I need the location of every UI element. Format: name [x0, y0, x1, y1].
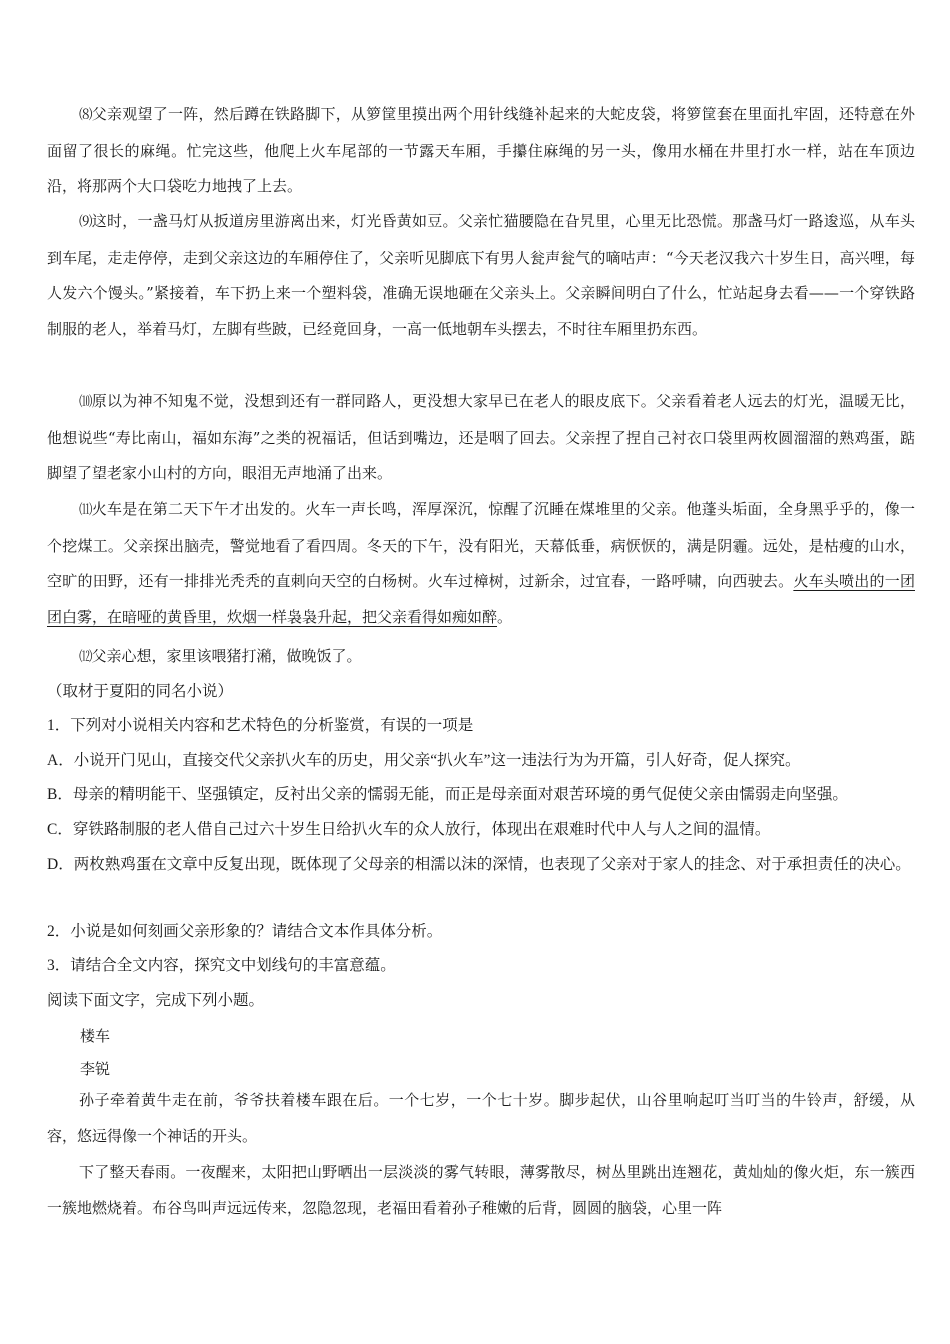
- story-paragraph-2: 下了整天春雨。一夜醒来，太阳把山野晒出一层淡淡的雾气转眼，薄雾散尽，树丛里跳出连翘花，黄灿灿的像火炬，东一簇西一簇地燃烧着。布谷鸟叫声远远传来，忽隐忽现，老福田看着孙子稚嫩的后背，圆圆的脑袋，心里一阵: [47, 1163, 915, 1217]
- paragraph-number: ⑻: [79, 107, 92, 123]
- question-3: 3．请结合全文内容，探究文中划线句的丰富意蕴。: [47, 957, 396, 974]
- paragraph-text: 父亲心想，家里该喂猪打潲，做晚饭了。: [91, 647, 362, 665]
- option-a: A．小说开门见山，直接交代父亲扒火车的历史，用父亲“扒火车”这一违法行为为开篇，引人好奇，促人探究。: [47, 752, 801, 769]
- story-title: 楼车: [80, 1027, 111, 1045]
- paragraph-10: [47, 384, 915, 492]
- paragraph-number: ⑾: [79, 502, 92, 518]
- source-note: （取材于夏阳的同名小说）: [47, 683, 234, 700]
- paragraph-text: 父亲观望了一阵，然后蹲在铁路脚下，从箩筐里摸出两个用针线缝补起来的大蛇皮袋，将箩筐套在里面扎牢固，还特意在外面留了很长的麻绳。忙完这些，他爬上火车尾部的一节露天车厢，手攥住麻绳的另一头，像用水桶在井里打水一样，站在车顶边沿，将那两个大口袋吃力地拽了上去。: [47, 105, 915, 195]
- paragraph-8: [47, 97, 915, 205]
- story-paragraph-1: 孙子牵着黄牛走在前，爷爷扶着楼车跟在后。一个七岁，一个七十岁。脚步起伏，山谷里响起叮当叮当的牛铃声，舒缓，从容，悠远得像一个神话的开头。: [47, 1091, 915, 1145]
- paragraph-12: [47, 639, 915, 676]
- paragraph-number: ⑼: [79, 214, 92, 230]
- underlined-sentence: 火车头喷出的一团团白雾，在暗哑的黄昏里，炊烟一样袅袅升起，把父亲看得如痴如醉: [47, 572, 915, 626]
- paragraph-9: [47, 204, 915, 347]
- reading-instruction: 阅读下面文字，完成下列小题。: [47, 992, 265, 1009]
- paragraph-text: 原以为神不知鬼不觉，没想到还有一群同路人，更没想大家早已在老人的眼皮底下。父亲看着老人远去的灯光，温暖无比，他想说些“寿比南山，福如东海”之类的祝福话，但话到嘴边，还是咽了回去。父亲捏了捏自己衬衣口袋里两枚圆溜溜的熟鸡蛋，踮脚望了望老家小山村的方向，眼泪无声地涌了出来。: [47, 392, 915, 482]
- option-b: B．母亲的精明能干、坚强镇定，反衬出父亲的懦弱无能，而正是母亲面对艰苦环境的勇气促使父亲由懦弱走向坚强。: [47, 786, 848, 803]
- paragraph-text: 这时，一盏马灯从扳道房里游离出来，灯光昏黄如豆。父亲忙猫腰隐在旮旯里，心里无比恐慌。那盏马灯一路逡巡，从车头到车尾，走走停停，走到父亲这边的车厢停住了，父亲听见脚底下有男人瓮声瓮气的嘀咕声：“今天老汉我六十岁生日，高兴哩，每人发六个馒头。”紧接着，车下扔上来一个塑料袋，准确无误地砸在父亲头上。父亲瞬间明白了什么，忙站起身去看——一个穿铁路制服的老人，举着马灯，左脚有些跛，已经竟回身，一高一低地朝车头摆去，不时往车厢里扔东西。: [47, 212, 915, 338]
- question-2: 2．小说是如何刻画父亲形象的？请结合文本作具体分析。: [47, 923, 443, 940]
- paragraph-number: ⑽: [79, 394, 92, 410]
- question-1: 1．下列对小说相关内容和艺术特色的分析鉴赏，有误的一项是: [47, 717, 474, 734]
- story-author: 李锐: [80, 1060, 111, 1078]
- paragraph-number: ⑿: [79, 649, 92, 665]
- paragraph-text: 火车是在第二天下午才出发的。火车一声长鸣，浑厚深沉，惊醒了沉睡在煤堆里的父亲。他蓬头垢面，全身黑乎乎的，像一个挖煤工。父亲探出脑壳，警觉地看了看四周。冬天的下午，没有阳光，天幕低垂，病恹恹的，满是阴霾。远处，是枯瘦的山水，空旷的田野，还有一排排光秃秃的直刺向天空的白杨树。火车过樟树，过新余，过宜春，一路呼啸，向西驶去。: [47, 500, 915, 590]
- option-d: D．两枚熟鸡蛋在文章中反复出现，既体现了父母亲的相濡以沫的深情，也表现了父亲对于家人的挂念、对于承担责任的决心。: [47, 856, 911, 873]
- paragraph-end: 。: [497, 607, 513, 626]
- option-c: C．穿铁路制服的老人借自己过六十岁生日给扒火车的众人放行，体现出在艰难时代中人与人之间的温情。: [47, 821, 771, 838]
- paragraph-11: [47, 492, 915, 635]
